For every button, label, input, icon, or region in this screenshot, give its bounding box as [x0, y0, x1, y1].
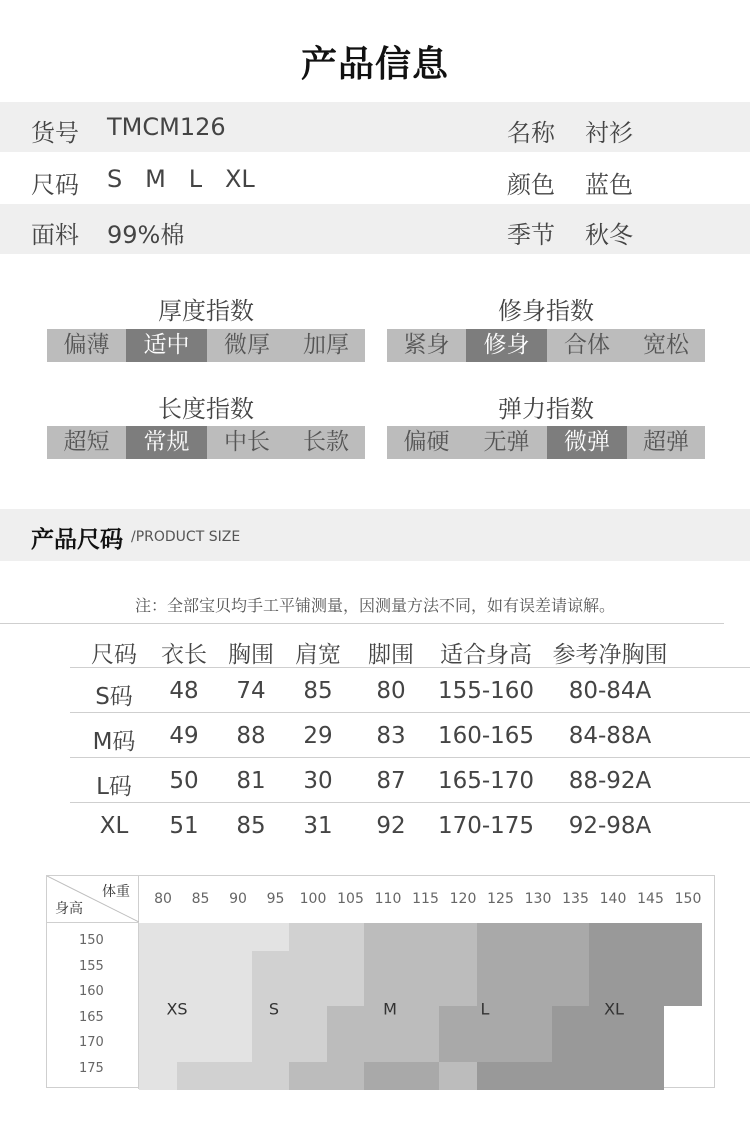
table-cell: 165-170	[437, 768, 535, 794]
weight-tick-label: 105	[337, 891, 364, 907]
index-option: 宽松	[643, 332, 689, 358]
table-row	[70, 713, 750, 758]
table-cell: 92-98A	[568, 813, 652, 839]
size-section-subheading: /PRODUCT SIZE	[131, 529, 241, 545]
index-option: 加厚	[303, 332, 349, 358]
weight-tick-label: 110	[374, 891, 402, 907]
table-cell: 适合身高	[440, 642, 532, 668]
size-section-header	[0, 509, 750, 561]
table-cell: 80	[376, 678, 406, 704]
size-region-m	[327, 1006, 365, 1062]
size-region-label: S	[268, 999, 280, 1019]
weight-tick-label: 85	[191, 891, 210, 907]
thickness-index-title: 厚度指数	[158, 297, 254, 325]
table-cell: S码	[95, 684, 133, 710]
fit-index-title: 修身指数	[498, 297, 594, 325]
table-cell: 胸围	[228, 642, 274, 668]
weight-tick-label: 135	[562, 891, 589, 907]
weight-tick-label: 80	[154, 891, 172, 907]
index-option: 中长	[224, 429, 270, 455]
table-cell: 30	[303, 768, 333, 794]
table-cell: L码	[96, 774, 132, 800]
measurement-note: 注：全部宝贝均手工平铺测量，因测量方法不同，如有误差请谅解。	[134, 596, 615, 615]
fit-index-bar	[387, 329, 705, 362]
table-cell: XL	[99, 813, 129, 839]
info-value: 秋冬	[585, 221, 633, 249]
size-region-label: L	[480, 999, 490, 1019]
info-key: 季节	[507, 221, 555, 249]
stretch-index-title: 弹力指数	[498, 395, 594, 423]
index-option: 合体	[564, 332, 610, 358]
info-value: S M L XL	[107, 165, 255, 193]
weight-tick-label: 145	[637, 891, 664, 907]
info-value: TMCM126	[107, 113, 226, 141]
length-index-title: 长度指数	[158, 395, 254, 423]
size-region-label: M	[383, 999, 397, 1019]
weight-tick-label: 120	[449, 891, 477, 907]
weight-tick-label: 95	[266, 891, 285, 907]
size-region-l	[439, 1006, 477, 1062]
table-cell: 160-165	[437, 723, 535, 749]
table-cell: 87	[376, 768, 406, 794]
info-row-size	[0, 154, 750, 204]
info-value: 衬衫	[585, 119, 633, 147]
weight-tick-label: 150	[674, 891, 702, 907]
index-option: 超弹	[643, 429, 689, 455]
weight-tick-label: 140	[599, 891, 627, 907]
table-cell: M码	[92, 729, 136, 755]
table-cell: 31	[303, 813, 333, 839]
table-cell: 88-92A	[568, 768, 652, 794]
height-tick-label: 155	[79, 958, 104, 974]
size-region-xl	[477, 1062, 552, 1090]
height-axis-label: 身高	[55, 901, 83, 917]
height-tick-label: 175	[79, 1061, 104, 1076]
size-region-s	[177, 1062, 252, 1090]
index-option: 长款	[303, 429, 349, 455]
size-region-s	[289, 923, 364, 951]
info-key: 尺码	[31, 171, 79, 199]
table-cell: 80-84A	[568, 678, 652, 704]
height-tick-label: 150	[79, 933, 104, 948]
info-row-item-no	[0, 102, 750, 152]
index-option: 微厚	[224, 332, 270, 358]
table-cell: 155-160	[437, 678, 535, 704]
size-region-l	[364, 1062, 439, 1090]
weight-tick-label: 130	[524, 891, 552, 907]
table-cell: 尺码	[91, 642, 137, 668]
index-option: 无弹	[483, 429, 530, 455]
table-cell: 92	[376, 813, 406, 839]
size-region-label: XS	[166, 999, 188, 1019]
info-row-fabric	[0, 204, 750, 254]
table-cell: 参考净胸围	[552, 642, 668, 668]
table-cell: 83	[376, 723, 406, 749]
index-option: 微弹	[547, 426, 627, 459]
weight-height-size-grid	[46, 875, 715, 1088]
table-cell: 81	[236, 768, 266, 794]
weight-tick-label: 125	[487, 891, 514, 907]
info-value: 99%棉	[107, 221, 185, 249]
index-option: 紧身	[403, 332, 450, 358]
table-cell: 49	[169, 723, 199, 749]
table-cell: 29	[303, 723, 333, 749]
size-region-xl	[552, 1006, 665, 1089]
weight-tick-label: 90	[229, 891, 247, 907]
height-tick-label: 165	[79, 1009, 104, 1025]
index-option: 常规	[126, 426, 207, 459]
index-option: 超短	[63, 429, 110, 455]
table-cell: 170-175	[437, 813, 535, 839]
size-region-xl	[589, 923, 702, 1006]
table-cell: 84-88A	[568, 723, 652, 749]
weight-tick-label: 115	[412, 891, 439, 907]
table-header-row	[70, 636, 750, 668]
table-row	[70, 668, 750, 713]
info-key: 面料	[31, 221, 79, 249]
weight-axis-label: 体重	[102, 884, 130, 900]
grid-corner-header	[47, 876, 139, 922]
height-tick-label: 160	[79, 984, 104, 1000]
size-region-label: XL	[604, 999, 624, 1019]
weight-tick-label: 100	[299, 891, 327, 907]
page-title: 产品信息	[300, 44, 449, 85]
table-cell: 50	[169, 768, 199, 794]
size-table	[70, 636, 750, 848]
index-option: 修身	[466, 329, 547, 362]
table-cell: 85	[303, 678, 333, 704]
size-region-xs	[252, 923, 290, 951]
stretch-index-bar	[387, 426, 705, 459]
table-row	[70, 758, 750, 803]
table-cell: 衣长	[161, 642, 207, 668]
table-row	[70, 803, 750, 848]
info-key: 名称	[507, 119, 555, 147]
info-key: 颜色	[507, 171, 555, 199]
table-cell: 51	[169, 813, 199, 839]
index-option: 适中	[126, 329, 207, 362]
length-index-bar	[47, 426, 365, 459]
table-cell: 74	[236, 678, 266, 704]
divider	[0, 623, 724, 624]
info-value: 蓝色	[585, 171, 633, 199]
table-cell: 85	[236, 813, 266, 839]
size-section-heading: 产品尺码	[31, 527, 123, 553]
table-cell: 88	[236, 723, 266, 749]
thickness-index-bar	[47, 329, 365, 362]
index-option: 偏薄	[63, 332, 110, 358]
table-cell: 肩宽	[295, 642, 341, 668]
index-option: 偏硬	[403, 429, 450, 455]
table-cell: 脚围	[368, 642, 414, 668]
table-cell: 48	[169, 678, 199, 704]
height-tick-label: 170	[79, 1035, 104, 1051]
size-region-m	[289, 1062, 364, 1090]
info-key: 货号	[31, 119, 79, 147]
